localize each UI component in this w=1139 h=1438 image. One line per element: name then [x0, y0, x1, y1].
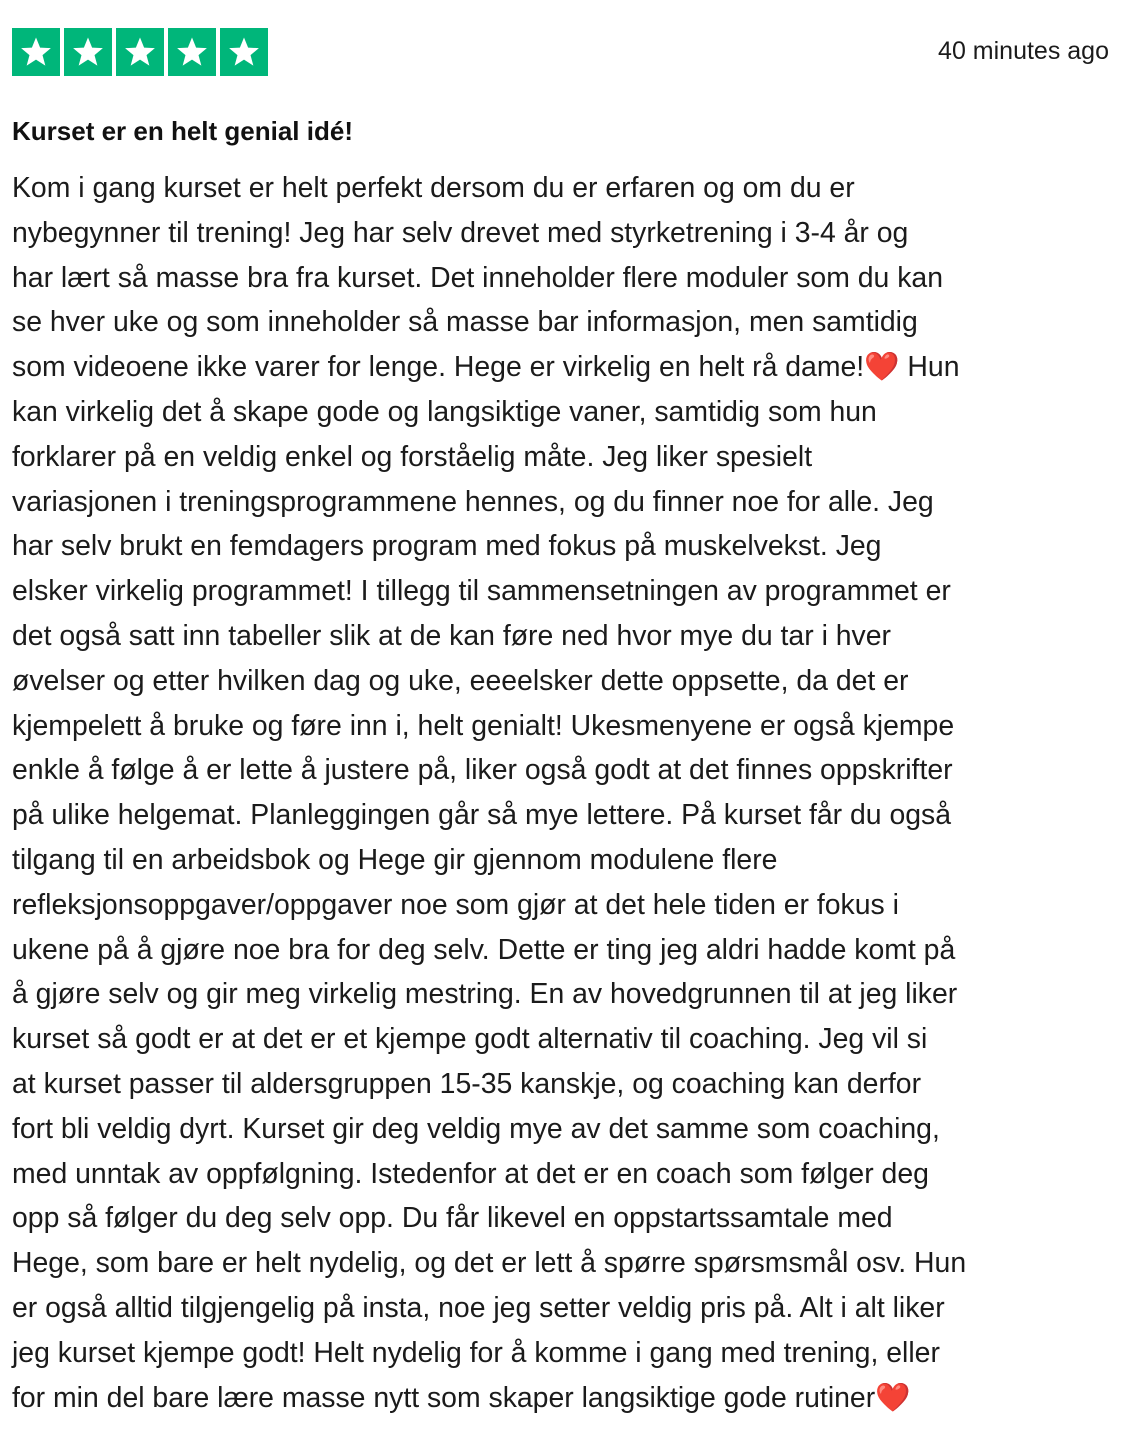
star-icon	[227, 35, 261, 69]
star-icon	[19, 35, 53, 69]
review-timestamp: 40 minutes ago	[938, 37, 1109, 65]
star-icon	[175, 35, 209, 69]
star-box-2	[64, 28, 112, 76]
review-title: Kurset er en helt genial idé!	[12, 116, 353, 146]
review-body	[12, 166, 1117, 1420]
star-icon	[71, 35, 105, 69]
review-card	[12, 28, 1117, 1420]
review-body-part-1: Kom i gang kurset er helt perfekt dersom du er erfaren og om du er nybegynner til trening! Jeg har selv drevet med styrketrening i 3-4 år og har lært så masse bra fra kurset. Det inneholder flere moduler som du kan se hver uke og som inneholder så masse bar informasjon, men samtidig som videoene ikke varer for lenge. Hege er virkelig en helt rå dame!	[12, 172, 943, 384]
star-box-5	[220, 28, 268, 76]
heart-icon: ❤️	[864, 351, 900, 384]
review-body-part-2: Hun kan virkelig det å skape gode og langsiktige vaner, samtidig som hun forklarer på en veldig enkel og forståelig måte. Jeg liker spesielt variasjonen i treningsprogrammene hennes, og du finner noe for alle. Jeg har selv brukt en femdagers program med fokus på muskelvekst. Jeg elsker virkelig programmet! I tillegg til sammensetningen av programmet er det også satt inn tabeller slik at de kan føre ned hvor mye du tar i hver øvelser og etter hvilken dag og uke, eeeelsker dette oppsette, da det er kjempelett å bruke og føre inn i, helt genialt! Ukesmenyene er også kjempe enkle å følge å er lette å justere på, liker også godt at det finnes oppskrifter på ulike helgemat. Planleggingen går så mye lettere. På kurset får du også tilgang til en arbeidsbok og Hege gir gjennom modulene flere refleksjonsoppgaver/oppgaver noe som gjør at det hele tiden er fokus i ukene på å gjøre noe bra for deg selv. Dette er ting jeg aldri hadde komt på å gjøre selv og gir meg virkelig mestring. En av hovedgrunnen til at jeg liker kurset så godt er at det er et kjempe godt alternativ til coaching. Jeg vil si at kurset passer til aldersgruppen 15-35 kanskje, og coaching kan derfor fort bli veldig dyrt. Kurset gir deg veldig mye av det samme som coaching, med unntak av oppfølgning. Istedenfor at det er en coach som følger deg opp så følger du deg selv opp. Du får likevel en oppstartssamtale med Hege, som bare er helt nydelig, og det er lett å spørre spørsmsmål osv. Hun er også alltid tilgjengelig på insta, noe jeg setter veldig pris på. Alt i alt liker jeg kurset kjempe godt! Helt nydelig for å komme i gang med trening, eller for min del bare lære masse nytt som skaper langsiktige gode rutiner	[12, 351, 967, 1414]
heart-icon-end: ❤️	[875, 1381, 911, 1414]
star-icon	[123, 35, 157, 69]
review-header	[12, 28, 1117, 76]
star-box-3	[116, 28, 164, 76]
star-box-4	[168, 28, 216, 76]
star-box-1	[12, 28, 60, 76]
